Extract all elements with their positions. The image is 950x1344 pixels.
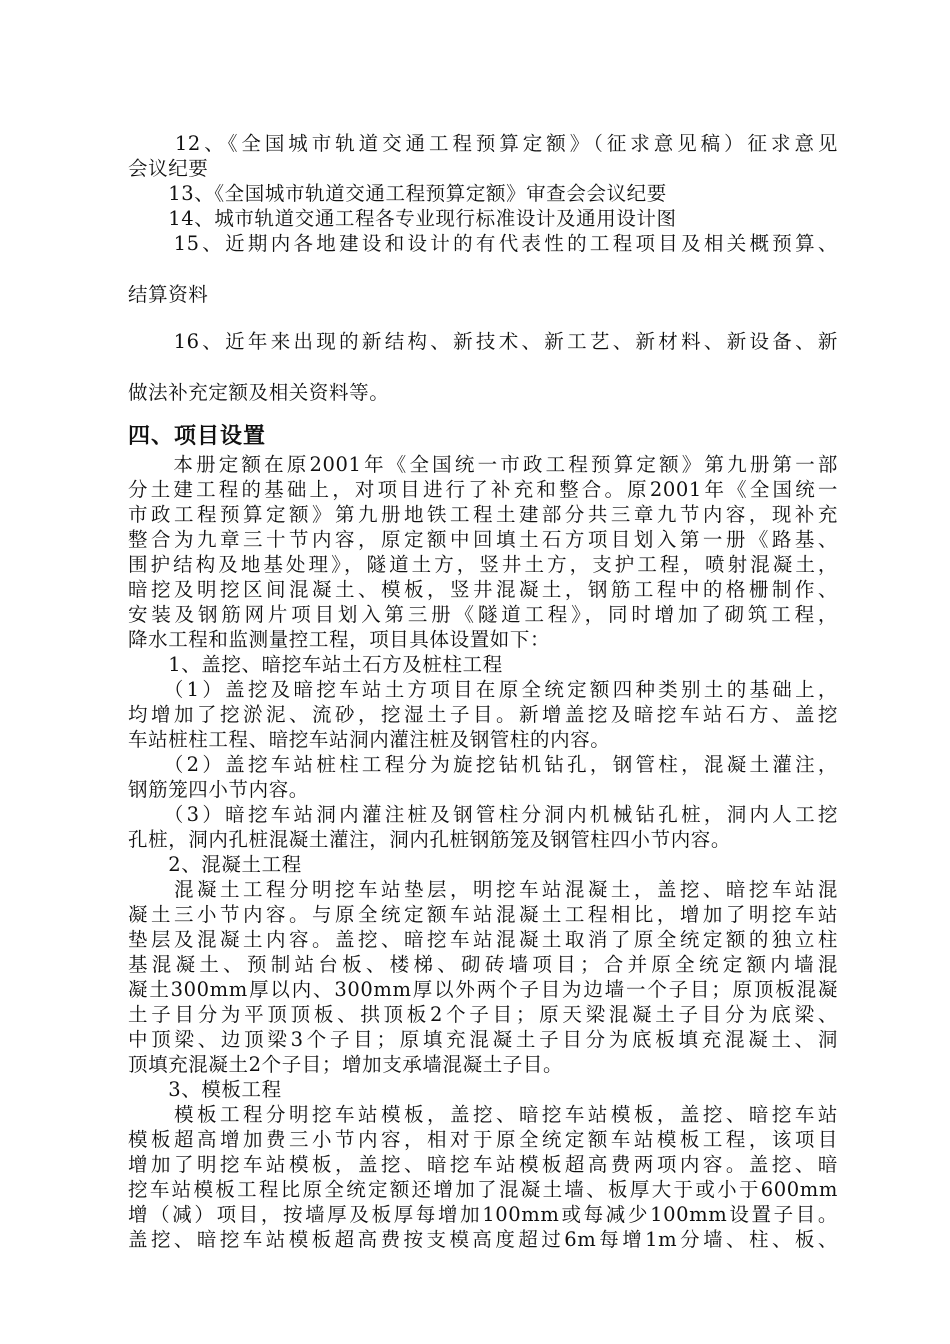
text-line: 模板工程分明挖车站模板，盖挖、暗挖车站模板，盖挖、暗挖车站 <box>128 1103 838 1126</box>
text-line: 垫层及混凝土内容。盖挖、暗挖车站混凝土取消了原全统定额的独立柱 <box>128 928 838 951</box>
text-line: 会议纪要 <box>128 157 209 180</box>
text-line: 2、混凝土工程 <box>128 853 302 876</box>
text-line: 结算资料 <box>128 283 209 306</box>
text-line: 车站桩柱工程、暗挖车站洞内灌注桩及钢管柱的内容。 <box>128 728 611 751</box>
text-line: 安装及钢筋网片项目划入第三册《隧道工程》，同时增加了砌筑工程， <box>128 603 838 626</box>
text-line: （3）暗挖车站洞内灌注桩及钢管柱分洞内机械钻孔桩，洞内人工挖 <box>128 803 838 826</box>
text-line: 凝土三小节内容。与原全统定额车站混凝土工程相比，增加了明挖车站 <box>128 903 838 926</box>
text-line: 分土建工程的基础上，对项目进行了补充和整合。原2001年《全国统一 <box>128 478 838 501</box>
text-line: 1、盖挖、暗挖车站土石方及桩柱工程 <box>128 653 503 676</box>
text-line: 挖车站模板工程比原全统定额还增加了混凝土墙、板厚大于或小于600mm <box>128 1178 838 1201</box>
text-line: 3、模板工程 <box>128 1078 282 1101</box>
text-line: 混凝土工程分明挖车站垫层，明挖车站混凝土，盖挖、暗挖车站混 <box>128 878 838 901</box>
text-line: 基混凝土、预制站台板、楼梯、砌砖墙项目；合并原全统定额内墙混 <box>128 953 838 976</box>
text-line: 土子目分为平顶顶板、拱顶板2个子目；原天梁混凝土子目分为底梁、 <box>128 1003 838 1026</box>
text-line: 16、近年来出现的新结构、新技术、新工艺、新材料、新设备、新 <box>128 330 838 353</box>
text-line: 本册定额在原2001年《全国统一市政工程预算定额》第九册第一部 <box>128 453 838 476</box>
text-line: 钢筋笼四小节内容。 <box>128 778 309 801</box>
text-line: 降水工程和监测量控工程，项目具体设置如下： <box>128 628 551 651</box>
text-line: 均增加了挖淤泥、流砂，挖湿土子目。新增盖挖及暗挖车站石方、盖挖 <box>128 703 838 726</box>
text-line: 凝土300mm厚以内、300mm厚以外两个子目为边墙一个子目；原顶板混凝 <box>128 978 838 1001</box>
section-heading: 四、项目设置 <box>128 424 267 449</box>
text-line: 顶填充混凝土2个子目；增加支承墙混凝土子目。 <box>128 1053 564 1076</box>
text-line: 整合为九章三十节内容，原定额中回填土石方项目划入第一册《路基、 <box>128 528 838 551</box>
text-line: 盖挖、暗挖车站模板超高费按支模高度超过6m每增1m分墙、柱、板、 <box>128 1228 838 1251</box>
text-line: 13、《全国城市轨道交通工程预算定额》审查会会议纪要 <box>128 182 667 205</box>
text-line: 14、城市轨道交通工程各专业现行标准设计及通用设计图 <box>128 207 677 230</box>
text-line: 做法补充定额及相关资料等。 <box>128 381 390 404</box>
text-line: （1）盖挖及暗挖车站土方项目在原全统定额四种类别土的基础上， <box>128 678 838 701</box>
text-line: 暗挖及明挖区间混凝土、模板，竖井混凝土，钢筋工程中的格栅制作、 <box>128 578 838 601</box>
text-line: 模板超高增加费三小节内容，相对于原全统定额车站模板工程，该项目 <box>128 1128 838 1151</box>
text-line: 增（减）项目，按墙厚及板厚每增加100mm或每减少100mm设置子目。 <box>128 1203 838 1226</box>
text-line: 12、《全国城市轨道交通工程预算定额》（征求意见稿）征求意见 <box>128 132 838 155</box>
text-line: 围护结构及地基处理》，隧道土方，竖井土方，支护工程，喷射混凝土， <box>128 553 838 576</box>
text-line: 中顶梁、边顶梁3个子目；原填充混凝土子目分为底板填充混凝土、洞 <box>128 1028 838 1051</box>
text-line: 市政工程预算定额》第九册地铁工程土建部分共三章九节内容，现补充 <box>128 503 838 526</box>
text-line: 孔桩，洞内孔桩混凝土灌注，洞内孔桩钢筋笼及钢管柱四小节内容。 <box>128 828 732 851</box>
text-line: 增加了明挖车站模板，盖挖、暗挖车站模板超高费两项内容。盖挖、暗 <box>128 1153 838 1176</box>
text-line: （2）盖挖车站桩柱工程分为旋挖钻机钻孔，钢管柱，混凝土灌注， <box>128 753 838 776</box>
text-line: 15、近期内各地建设和设计的有代表性的工程项目及相关概预算、 <box>128 232 838 255</box>
